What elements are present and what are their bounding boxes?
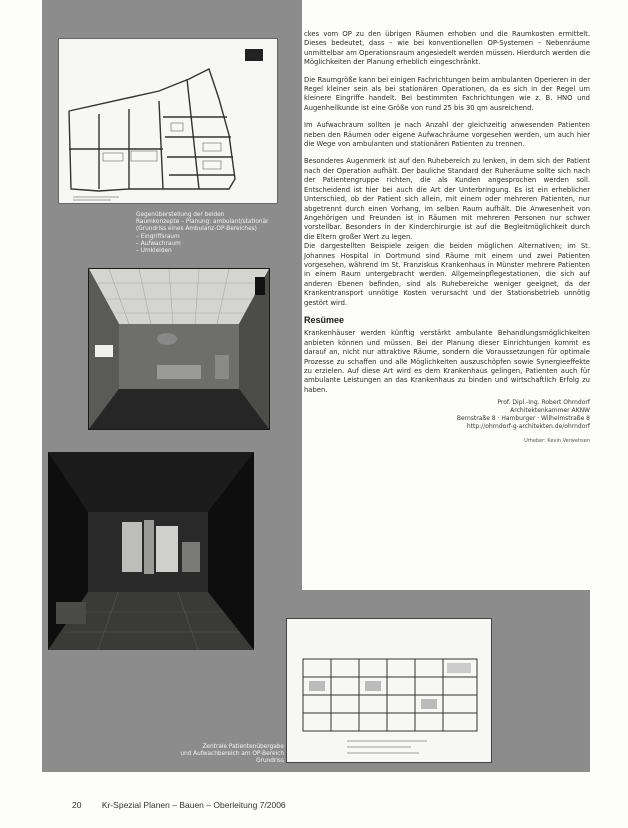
author-line: Architektenkammer AKNW (510, 407, 590, 415)
operating-room-photo (88, 268, 270, 430)
caption-line: – Aufwachraum (136, 240, 181, 247)
summary-paragraph: Krankenhäuser werden künftig verstärkt ambulante Behandlungsmöglichkeiten anbieten können und müssen. Bei der Planung dieser Einrichtungen kommt es darauf an, nicht nur attraktive Räume, sondern die Voraussetzungen für optimale Prozesse zu schaffen und alle Möglichkeiten auszuschöpfen sowie Synergieeffekte zu erzielen. Auf diese Art wird es dem Krankenhaus gelingen, Patienten auch für ambulante Leistungen an das Krankenhaus zu binden und wirtschaftlich Erfolg zu haben. (304, 329, 590, 394)
article-paragraph: Besonderes Augenmerk ist auf den Ruhebereich zu lenken, in dem sich der Patient nach der Operation aufhält. Der bauliche Standard der Ruheräume sollte sich nach der Patientengruppe richten, die als Kunden angesprochen werden soll. Entscheidend ist hier bei auch die Art der Unterbringung. Es ist ein erheblicher Unterschied, ob der Patient sich allein, mit einem oder mehreren Patienten, nur abgetrennt durch einen Vorhang, im selben Raum aufhält. Die Anwesenheit von Angehörigen und Freunden ist in Räumen mit mehreren Personen nur schwer vorstellbar. Besonders in der Kinderchirurgie ist auf die Begleitmöglichkeit durch die Eltern großer Wert zu legen. (304, 157, 590, 241)
section-heading: Resümee (304, 314, 345, 325)
recovery-room-photo (48, 452, 254, 650)
article-paragraph: Die Raumgröße kann bei einigen Fachrichtungen beim ambulanten Operieren in der Regel kleiner sein als bei stationären Operationen, da es sich in der Regel um kleinere Eingriffe handelt. Bei bestimmten Fachrichtungen wie z. B. HNO und Augenheilkunde ist eine Größe von rund 25 bis 30 qm ausreichend. (304, 75, 590, 112)
figure-caption-top (136, 212, 286, 255)
figure-caption-bottom (156, 744, 284, 766)
author-line: Bernstraße 8 · Hamburger · Wilhelmstraße 8 (456, 415, 590, 423)
caption-line: Gegenüberstellung der beiden (136, 212, 225, 218)
caption-line: und Aufwachbereich am OP-Bereich (180, 751, 284, 758)
article-paragraph: Die dargestellten Beispiele zeigen die beiden möglichen Alternativen; im St. Johannes Hospital in Dortmund sind Räume mit einem und zwei Patienten vorgesehen, während im St. Franziskus Krankenhaus in Münster mehrere Patienten in einem Raum untergebracht werden. Allgemeinpflegestationen, die sich auf anderen Ebenen befinden, sind als Ruhebereiche weniger geeignet, da der Krankentransport unnötige Kosten verursacht und der Stationsbetrieb unnötig gestört wird. (304, 242, 590, 307)
page-footer (72, 800, 286, 810)
caption-line: – Eingriffsraum (136, 233, 180, 240)
photo-credit: Urheber: Kevin Verwehsen (524, 438, 590, 445)
caption-line: (Grundriss eines Ambulanz-OP-Bereiches) (136, 226, 257, 233)
author-line: http://ohrndorf-g-architekten.de/ohrndorf (466, 423, 590, 431)
article-paragraph: Im Aufwachraum sollten je nach Anzahl der gleichzeitig anwesenden Patienten neben den Räumen oder eigene Aufwachräume vorgesehen werden, um auch hier die Wege von ambulanten und stationären Patienten zu trennen. (304, 121, 590, 149)
page-number: 20 (72, 800, 82, 810)
caption-line: – Umkleiden (136, 248, 172, 255)
author-line: Prof. Dipl.-Ing. Robert Ohrndorf (497, 399, 590, 407)
article-paragraph: ckes vom OP zu den übrigen Räumen erhoben und die Raumkosten ermittelt. Dieses bedeutet, dass – wie bei konventionellen OP-Systemen – Nebenräume unmittelbar am Operationsraum angesiedelt werden müssen. Hierdurch werden die Möglichkeiten der Planung erheblich eingeschränkt. (304, 30, 590, 67)
caption-line: Grundriss (256, 758, 284, 765)
publication-title: Kr-Spezial Planen – Bauen – Oberleitung 7/2006 (101, 800, 286, 810)
caption-line: Raumkonzepte – Planung: ambulant/stationär (136, 219, 269, 226)
author-block (304, 399, 590, 431)
floor-plan-figure-top (58, 38, 278, 204)
article-text-column (304, 30, 590, 447)
floor-plan-figure-bottom (286, 618, 492, 763)
caption-line: Zentrale Patientenübergabe (202, 744, 284, 750)
